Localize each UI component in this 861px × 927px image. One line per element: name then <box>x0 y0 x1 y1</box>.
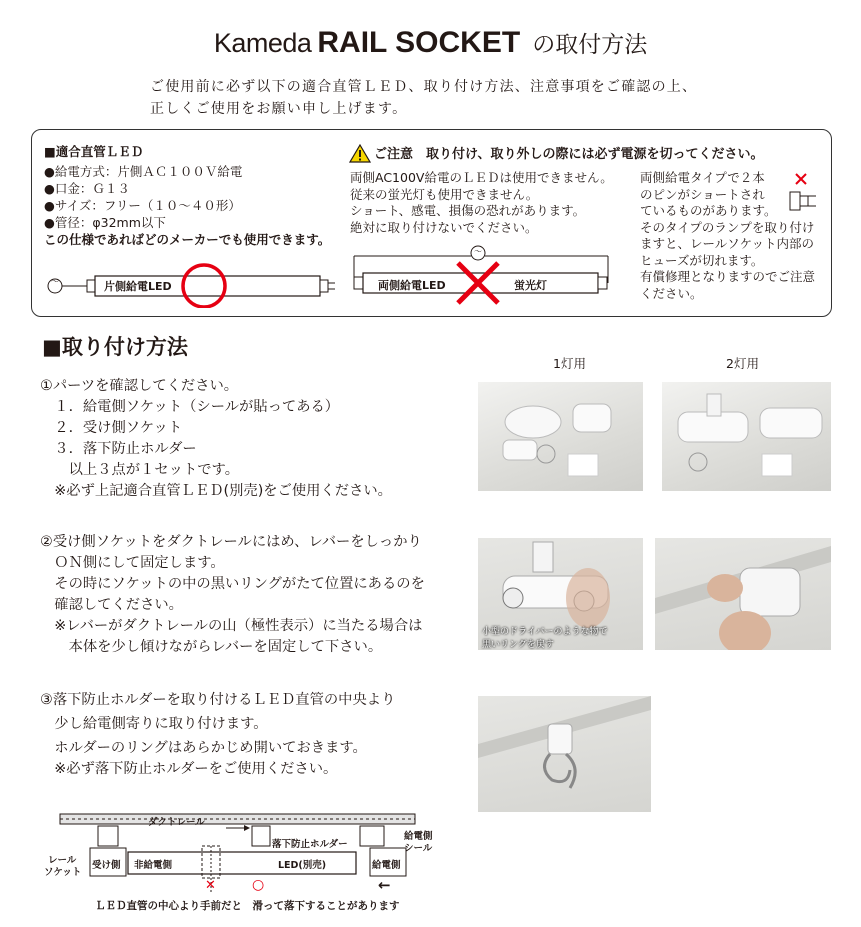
duct-rail-label: ダクトレール <box>148 817 205 828</box>
step-line: ＯＮ側にして固定します。 <box>40 555 225 571</box>
caution-right-line: 有償修理となりますのでご注意 <box>640 269 816 284</box>
caption-one-light: 1灯用 <box>553 356 586 371</box>
step-line: 以上３点が１セットです。 <box>40 462 240 478</box>
socket-ring-photo <box>478 538 643 650</box>
rail-socket-label: レール <box>48 855 77 866</box>
holder-photo <box>478 696 651 812</box>
caution-right-line: のピンがショートされ <box>640 186 765 202</box>
step-1 <box>40 376 392 502</box>
step-line: ②受け側ソケットをダクトレールにはめ、レバーをしっかり <box>40 534 422 550</box>
caution-title: ご注意 取り付け、取り外しの際には必ず電源を切ってください。 <box>374 147 764 162</box>
brand-name: Kameda <box>213 28 312 58</box>
non-power-side-label: 非給電側 <box>134 860 173 871</box>
caution-right-line: ください。 <box>640 285 703 301</box>
caution-line: 両側AC100V給電のＬＥＤは使用できません。 <box>350 170 613 185</box>
single-side-led-illustration <box>40 262 340 308</box>
fluorescent-label: 蛍光灯 <box>514 279 547 292</box>
step-line: 少し給電側寄りに取り付けます。 <box>40 716 268 732</box>
warning-icon <box>349 144 371 163</box>
spec-item: ●給電方式：片側ＡＣ１００Ｖ給電 <box>44 164 243 179</box>
receiving-side-label: 受け側 <box>92 860 121 871</box>
spec-item: ●サイズ：フリー（１０〜４０形） <box>44 198 241 213</box>
double-side-label: 両側給電LED <box>378 279 446 292</box>
spec-heading: ■適合直管ＬＥＤ <box>44 144 144 159</box>
spec-footer: この仕様であればどのメーカーでも使用できます。 <box>44 232 331 247</box>
power-side-label: 給電側 <box>372 860 401 871</box>
driver-note-line: 小型のドライバーのような物で <box>482 627 608 637</box>
arrow-left-icon: ← <box>378 876 391 894</box>
power-seal-label: 給電側 <box>404 831 433 842</box>
step-line: ※必ず落下防止ホルダーをご使用ください。 <box>40 761 338 777</box>
step-3 <box>40 690 395 780</box>
ac-symbol: 〜 <box>51 277 59 286</box>
cross-mark-icon: ✕ <box>205 878 216 893</box>
step-line: ※レバーがダクトレールの山（極性表示）に当たる場合は <box>40 618 423 634</box>
circle-mark-icon: ○ <box>252 877 265 893</box>
caution-right-line: 両側給電タイプで２本 <box>640 170 765 185</box>
intro-text <box>150 76 697 120</box>
step-line: ③落下防止ホルダーを取り付けるＬＥＤ直管の中央より <box>40 692 396 708</box>
step-line: ホルダーのリングはあらかじめ開いておきます。 <box>40 740 367 756</box>
tube-label: 片側給電LED <box>104 280 172 293</box>
caution-line: 絶対に取り付けないでください。 <box>350 219 538 235</box>
intro-line: 正しくご使用をお願い申し上げます。 <box>150 101 408 117</box>
caption-two-light: 2灯用 <box>726 356 759 371</box>
step-line: 本体を少し傾けながらレバーを固定して下さい。 <box>40 639 383 655</box>
step-2 <box>40 532 425 658</box>
caution-line: 従来の蛍光灯も使用できません。 <box>350 186 539 202</box>
bottom-note: ＬＥＤ直管の中心より手前だと 滑って落下することがあります <box>95 900 400 912</box>
caution-body <box>350 170 613 236</box>
fall-holder-label: 落下防止ホルダー <box>272 839 348 850</box>
short-pin-icon <box>782 172 822 218</box>
spec-section <box>44 143 330 248</box>
rail-socket-label: ソケット <box>44 867 82 878</box>
rail-mount-photo <box>655 538 831 650</box>
caution-right-line: ヒューズが切れます。 <box>640 252 764 268</box>
caution-right-line: ますと、レールソケット内部の <box>640 236 815 251</box>
caution-line: ショート、感電、損傷の恐れがあります。 <box>350 203 586 218</box>
step-line: ①パーツを確認してください。 <box>40 378 239 394</box>
ac-symbol: 〜 <box>474 247 482 256</box>
power-seal-label: シール <box>404 843 433 854</box>
product-name: RAIL SOCKET <box>317 26 521 59</box>
spec-item: ●口金：Ｇ１３ <box>44 181 130 196</box>
caution-right-line: そのタイプのランプを取り付け <box>640 219 815 235</box>
spec-item: ●管径：φ32mm以下 <box>44 215 166 230</box>
step-line: １．給電側ソケット（シールが貼ってある） <box>40 399 340 415</box>
led-label: LED(別売) <box>278 860 327 871</box>
driver-note-line: 黒いリングを戻す <box>482 640 554 650</box>
step-line: その時にソケットの中の黒いリングがたて位置にあるのを <box>40 576 425 592</box>
step-line: ※必ず上記適合直管ＬＥＤ(別売)をご使用ください。 <box>40 483 392 499</box>
intro-line: ご使用前に必ず以下の適合直管ＬＥＤ、取り付け方法、注意事項をご確認の上、 <box>150 79 698 95</box>
parts-photo-two-light <box>662 382 831 491</box>
page-title <box>0 26 861 60</box>
step-line: ２．受け側ソケット <box>40 420 183 436</box>
title-suffix: の取付方法 <box>532 32 648 58</box>
step-line: 確認してください。 <box>40 597 183 613</box>
caution-right-line: ているものがあります。 <box>640 203 777 218</box>
installation-diagram <box>40 812 460 898</box>
step-line: ３．落下防止ホルダー <box>40 441 197 457</box>
section-title: ■取り付け方法 <box>42 335 188 359</box>
parts-photo-one-light <box>478 382 643 491</box>
